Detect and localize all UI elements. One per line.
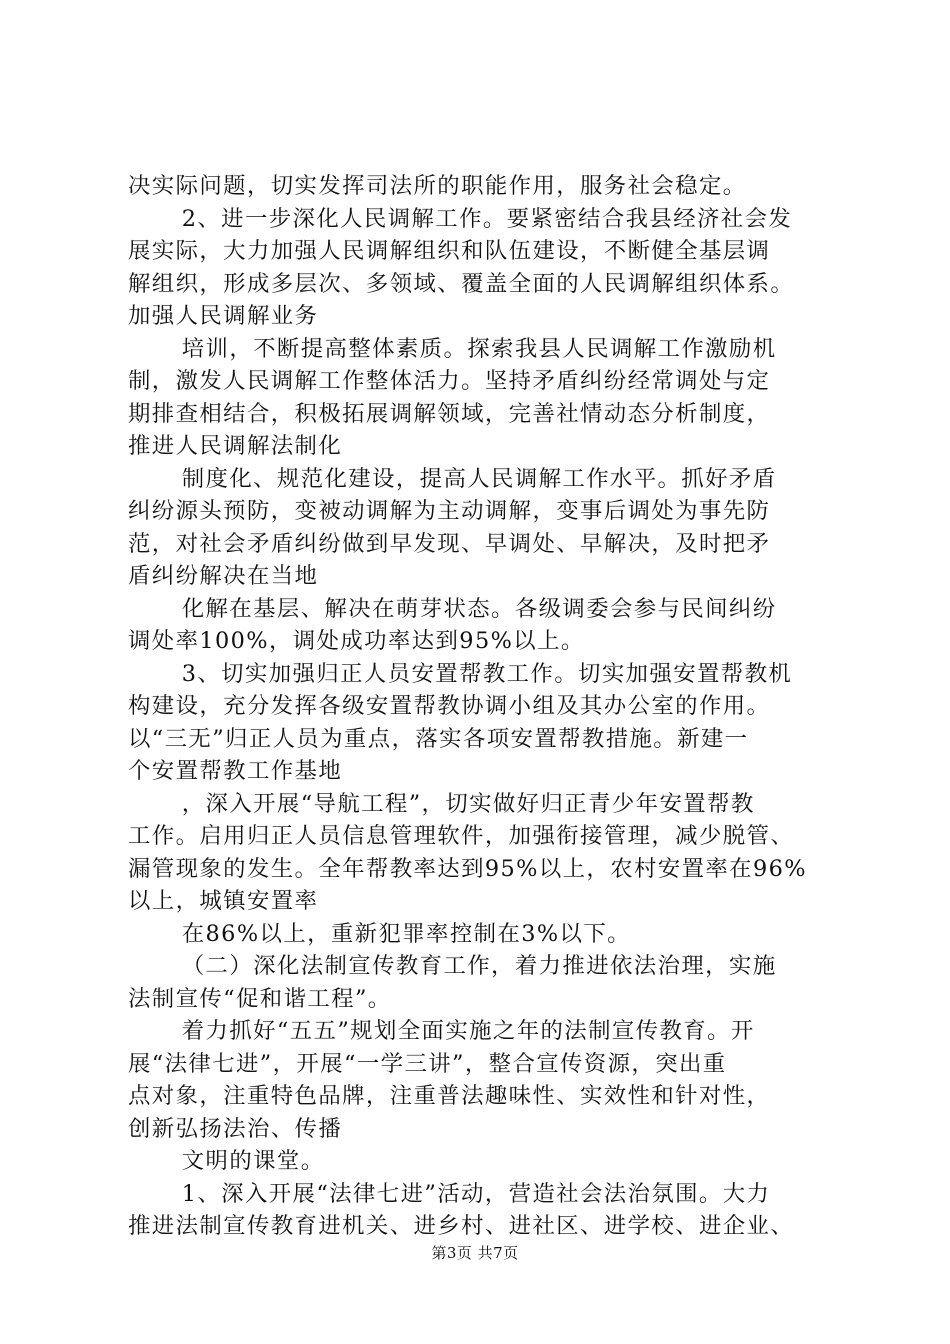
text-line: 展实际，大力加强人民调解组织和队伍建设，不断健全基层调 [128,238,771,264]
text-line: 在86%以上，重新犯罪率控制在3%以下。 [181,920,631,947]
text-line: 法制宣传“促和谐工程”。 [128,985,392,1012]
text-line: （二）深化法制宣传教育工作，着力推进依法治理，实施 [181,953,777,979]
text-line: 纠纷源头预防，变被动调解为主动调解，变事后调处为事先防 [128,498,771,524]
text-line: 漏管现象的发生。全年帮教率达到95%以上，农村安置率在96% [128,855,807,882]
page-footer: 第3页 共7页 [431,1244,519,1262]
text-line: 构建设，充分发挥各级安置帮教协调小组及其办公室的作用。 [128,693,771,719]
text-line: 以上，城镇安置率 [128,888,319,914]
text-line: 文明的课堂。 [181,1148,325,1174]
text-line: 培训，不断提高整体素质。探索我县人民调解工作激励机 [181,335,777,362]
text-line: 1、深入开展“法律七进”活动，营造社会法治氛围。大力 [181,1180,771,1207]
text-line: 展“法律七进”，开展“一学三讲”，整合宣传资源，突出重 [128,1050,727,1077]
text-line: 3、切实加强归正人员安置帮教工作。切实加强安置帮教机 [181,660,793,687]
text-line: 工作。启用归正人员信息管理软件，加强衔接管理，减少脱管、 [128,823,795,849]
text-line: 范，对社会矛盾纠纷做到早发现、早调处、早解决，及时把矛 [128,530,771,557]
text-line: 决实际问题，切实发挥司法所的职能作用，服务社会稳定。 [128,173,747,199]
text-line: 点对象，注重特色品牌，注重普法趣味性、实效性和针对性， [128,1083,771,1109]
text-line: 调处率100%，调处成功率达到95%以上。 [128,628,585,654]
text-line: 解组织，形成多层次、多领域、覆盖全面的人民调解组织体系。 [128,270,795,297]
text-line: 以“三无”归正人员为重点，落实各项安置帮教措施。新建一 [128,725,749,752]
text-line: 制，激发人民调解工作整体活力。坚持矛盾纠纷经常调处与定 [128,368,771,394]
text-line: 个安置帮教工作基地 [128,758,343,784]
text-line: 加强人民调解业务 [128,303,319,329]
text-line: 2、进一步深化人民调解工作。要紧密结合我县经济社会发 [181,205,793,232]
text-line: 推进法制宣传教育进机关、进乡村、进社区、进学校、进企业、 [128,1213,795,1239]
text-line: 着力抓好“五五”规划全面实施之年的法制宣传教育。开 [181,1018,755,1044]
text-line: 制度化、规范化建设，提高人民调解工作水平。抓好矛盾 [181,465,777,492]
text-line: 创新弘扬法治、传播 [128,1115,343,1142]
document-body [128,170,848,1243]
text-line: 推进人民调解法制化 [128,433,343,459]
text-line: ，深入开展“导航工程”，切实做好归正青少年安置帮教 [181,790,755,817]
text-line: 期排查相结合，积极拓展调解领域，完善社情动态分析制度， [128,400,771,427]
text-line: 盾纠纷解决在当地 [128,563,319,589]
text-line: 化解在基层、解决在萌芽状态。各级调委会参与民间纠纷 [181,595,777,622]
